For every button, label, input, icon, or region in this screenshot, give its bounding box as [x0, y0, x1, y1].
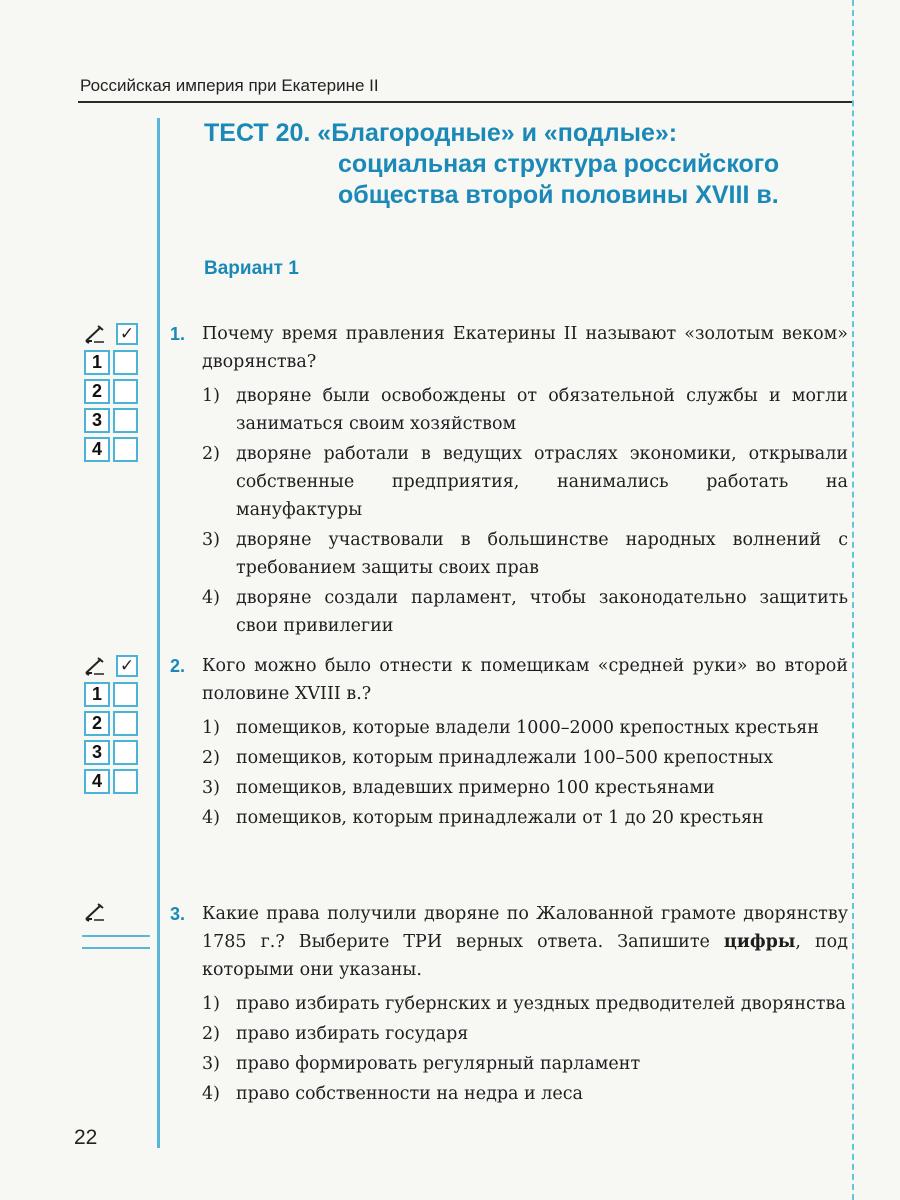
- cut-line: [852, 0, 854, 1200]
- option-text: право формировать регулярный парламент: [236, 1054, 641, 1074]
- option-item: [202, 440, 848, 524]
- option-text: помещиков, владевших примерно 100 крестьянами: [236, 778, 715, 798]
- answer-box-2[interactable]: [113, 379, 138, 404]
- option-number: 3): [202, 778, 220, 798]
- answer-box-3[interactable]: [113, 740, 138, 765]
- question-number: 2.: [170, 656, 186, 676]
- page-number: 22: [74, 1126, 98, 1149]
- answer-sidebar-q3: [84, 902, 106, 922]
- option-number-2: 2: [84, 379, 110, 404]
- option-text: помещиков, которые владели 1000–2000 крепостных крестьян: [236, 718, 819, 738]
- option-number: 3): [202, 1054, 220, 1074]
- option-list: [170, 990, 848, 1108]
- answer-sidebar-q2: [84, 654, 138, 794]
- option-number-4: 4: [84, 769, 110, 794]
- check-box-icon[interactable]: ✓: [116, 655, 138, 677]
- question-text: [202, 900, 848, 984]
- option-number: 2): [202, 748, 220, 768]
- option-number-3: 3: [84, 740, 110, 765]
- option-text: право собственности на недра и леса: [236, 1084, 583, 1104]
- option-number: 4): [202, 808, 220, 828]
- option-number-1: 1: [84, 682, 110, 707]
- option-item: [202, 1050, 848, 1078]
- option-text: дворяне участвовали в большинстве народных волнений с требованием защиты своих прав: [236, 530, 848, 578]
- check-box-icon[interactable]: ✓: [116, 323, 138, 345]
- option-text: право избирать губернских и уездных предводителей дворянства: [236, 994, 846, 1014]
- option-text: право избирать государя: [236, 1024, 469, 1044]
- option-text: помещиков, которым принадлежали 100–500 крепостных: [236, 748, 774, 768]
- header-rule: [78, 101, 852, 103]
- question-1: [170, 320, 848, 642]
- option-number-3: 3: [84, 408, 110, 433]
- variant-heading: Вариант 1: [204, 258, 299, 279]
- option-item: [202, 804, 848, 832]
- option-number-2: 2: [84, 711, 110, 736]
- question-3: [170, 900, 848, 1110]
- option-text: дворяне были освобождены от обязательной службы и могли заниматься своим хозяйством: [236, 386, 848, 434]
- pencil-icon: [84, 902, 106, 922]
- question-number: 1.: [170, 324, 186, 344]
- margin-rule: [157, 118, 160, 1148]
- answer-box-4[interactable]: [113, 769, 138, 794]
- question-text-bold: цифры: [723, 932, 796, 952]
- option-number: 1): [202, 386, 220, 406]
- option-list: [170, 382, 848, 640]
- option-item: [202, 714, 848, 742]
- option-text: дворяне создали парламент, чтобы законодательно защитить свои привилегии: [236, 588, 848, 636]
- answer-box-1[interactable]: [113, 350, 138, 375]
- option-list: [170, 714, 848, 832]
- question-text-part: , под которыми они указаны.: [202, 932, 848, 980]
- option-item: [202, 526, 848, 582]
- page-header-section: Российская империя при Екатерине II: [80, 76, 379, 95]
- pencil-icon: [84, 324, 106, 344]
- option-number: 4): [202, 588, 220, 608]
- question-text: Почему время правления Екатерины II называют «золотым веком» дворянства?: [202, 324, 848, 372]
- option-number: 4): [202, 1084, 220, 1104]
- option-item: [202, 382, 848, 438]
- answer-box-3[interactable]: [113, 408, 138, 433]
- pencil-icon: [84, 656, 106, 676]
- option-number: 2): [202, 444, 220, 464]
- option-item: [202, 774, 848, 802]
- answer-write-lines[interactable]: [82, 935, 150, 959]
- option-item: [202, 990, 848, 1018]
- test-title: [204, 118, 779, 211]
- question-text-part: Какие права получили дворяне по Жалованной грамоте дворянству 1785 г.? Выберите ТРИ верных ответа. Запишите: [202, 904, 848, 952]
- answer-sidebar-q1: [84, 322, 138, 462]
- option-number: 2): [202, 1024, 220, 1044]
- option-number: 1): [202, 994, 220, 1014]
- answer-box-4[interactable]: [113, 437, 138, 462]
- option-number-4: 4: [84, 437, 110, 462]
- option-item: [202, 1020, 848, 1048]
- option-item: [202, 744, 848, 772]
- option-item: [202, 1080, 848, 1108]
- option-text: дворяне работали в ведущих отраслях экономики, открывали собственные предприятия, нанимались работать на мануфактуры: [236, 444, 848, 520]
- test-title-line-3: общества второй половины XVIII в.: [338, 181, 779, 209]
- option-item: [202, 584, 848, 640]
- answer-box-1[interactable]: [113, 682, 138, 707]
- option-number-1: 1: [84, 350, 110, 375]
- question-text: Кого можно было отнести к помещикам «средней руки» во второй половине XVIII в.?: [202, 656, 848, 704]
- question-number: 3.: [170, 904, 186, 924]
- question-2: [170, 652, 848, 834]
- option-text: помещиков, которым принадлежали от 1 до 20 крестьян: [236, 808, 764, 828]
- answer-line[interactable]: [82, 947, 150, 949]
- test-title-line-2: социальная структура российского: [338, 150, 780, 178]
- answer-box-2[interactable]: [113, 711, 138, 736]
- option-number: 1): [202, 718, 220, 738]
- option-number: 3): [202, 530, 220, 550]
- answer-line[interactable]: [82, 935, 150, 937]
- test-title-line-1: ТЕСТ 20. «Благородные» и «подлые»:: [204, 119, 678, 147]
